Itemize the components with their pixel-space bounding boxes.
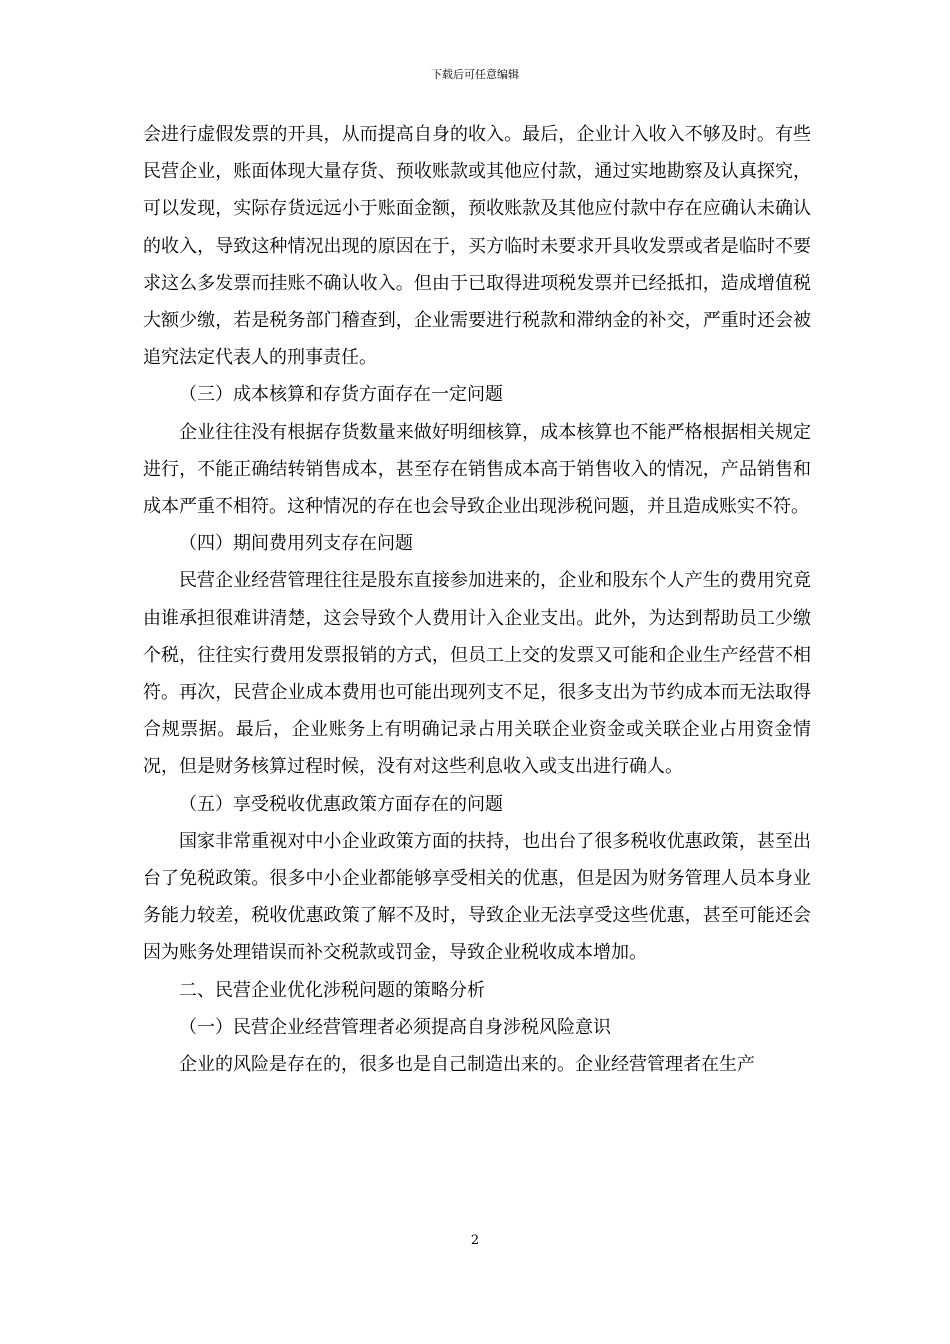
section-heading-4: （四）期间费用列支存在问题 bbox=[179, 533, 413, 555]
section-heading-1: （一）民营企业经营管理者必须提高自身涉税风险意识 bbox=[179, 1016, 611, 1038]
section-heading-5: （五）享受税收优惠政策方面存在的问题 bbox=[179, 793, 503, 815]
paragraph: 民营企业经营管理往往是股东直接参加进来的，企业和股东个人产生的费用究竟由谁承担很难讲清楚，这会导致个人费用计入企业支出。此外，为达到帮助员工少缴个税，往往实行费用发票报销的方式，但员工上交的发票又可能和企业生产经营不相符。再次，民营企业成本费用也可能出现列支不足，很多支出为节约成本而无法取得合规票据。最后，企业账务上有明确记录占用关联企业资金或关联企业占用资金情况，但是财务核算过程时候，没有对这些利息收入或支出进行确人。 bbox=[143, 570, 811, 778]
paragraph-continued: 会进行虚假发票的开具，从而提高自身的收入。最后，企业计入收入不够及时。有些民营企业，账面体现大量存货、预收账款或其他应付款，通过实地勘察及认真探究，可以发现，实际存货远远小于账面金额，预收账款及其他应付款中存在应确认未确认的收入，导致这种情况出现的原因在于，买方临时未要求开具收发票或者是临时不要求这么多发票而挂账不确认收入。但由于已取得进项税发票并已经抵扣，造成增值税大额少缴，若是税务部门稽查到，企业需要进行税款和滞纳金的补交，严重时还会被追究法定代表人的刑事责任。 bbox=[143, 124, 811, 369]
page-header: 下载后可任意编辑 bbox=[431, 68, 519, 81]
paragraph: 企业往往没有根据存货数量来做好明细核算，成本核算也不能严格根据相关规定进行，不能正确结转销售成本，甚至存在销售成本高于销售收入的情况，产品销售和成本严重不相符。这种情况的存在也会导致企业出现涉税问题，并且造成账实不符。 bbox=[143, 421, 811, 518]
paragraph: 企业的风险是存在的，很多也是自己制造出来的。企业经营管理者在生产 bbox=[179, 1054, 755, 1076]
section-heading-3: （三）成本核算和存货方面存在一定问题 bbox=[179, 384, 503, 406]
paragraph: 国家非常重视对中小企业政策方面的扶持，也出台了很多税收优惠政策，甚至出台了免税政策。很多中小企业都能够享受相关的优惠，但是因为财务管理人员本身业务能力较差，税收优惠政策了解不及时，导致企业无法享受这些优惠，甚至可能还会因为账务处理错误而补交税款或罚金，导致企业税收成本增加。 bbox=[143, 830, 811, 964]
page-number: 2 bbox=[470, 1233, 480, 1248]
chapter-heading-2: 二、民营企业优化涉税问题的策略分析 bbox=[179, 979, 485, 1001]
document-body bbox=[143, 116, 811, 1083]
